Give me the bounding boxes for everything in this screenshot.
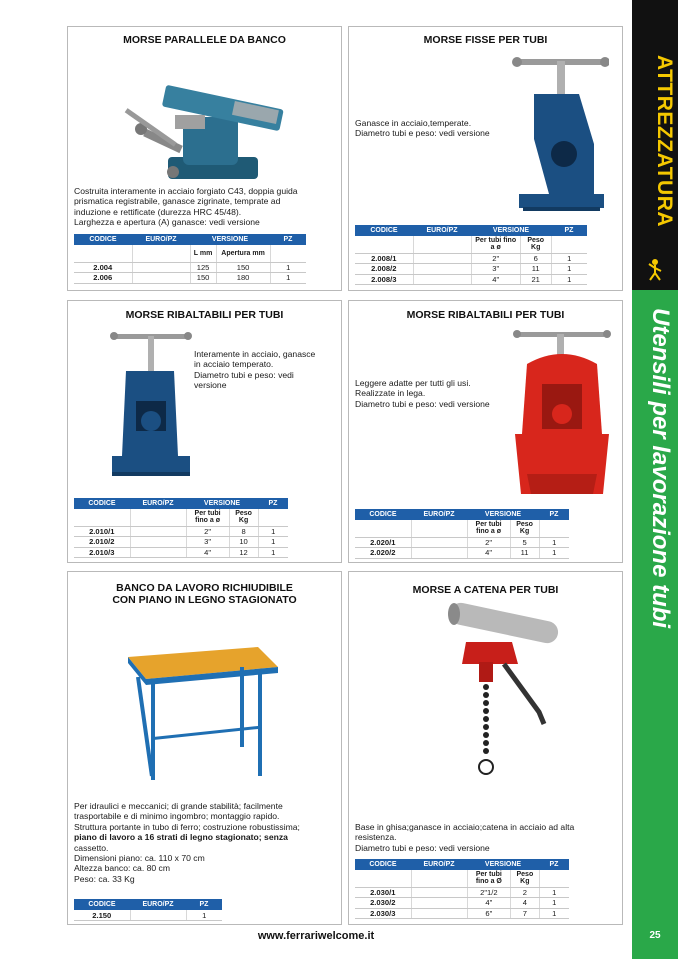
product-card-bench-vise bbox=[67, 26, 342, 291]
sub-header: Apertura mm bbox=[216, 245, 270, 262]
col-header: VERSIONE bbox=[471, 225, 551, 236]
desc-line: Ganasce in acciaio,temperate. bbox=[355, 118, 472, 128]
table-row: 2.008/2 3" 11 1 bbox=[355, 264, 587, 275]
desc-line: Diametro tubi e peso: vedi versione bbox=[355, 842, 490, 853]
worker-icon bbox=[644, 258, 666, 282]
col-header: PZ bbox=[539, 509, 569, 520]
product-title: MORSE RIBALTABILI PER TUBI bbox=[125, 309, 284, 321]
desc-line: Dimensioni piano: ca. 110 x 70 cm bbox=[74, 853, 205, 864]
col-header: PZ bbox=[551, 225, 587, 236]
col-header: VERSIONE bbox=[467, 509, 539, 520]
col-header: PZ bbox=[258, 498, 288, 509]
sub-header: Peso Kg bbox=[229, 509, 258, 526]
product-description bbox=[355, 822, 619, 853]
spec-table bbox=[74, 234, 306, 284]
col-header: CODICE bbox=[355, 859, 411, 870]
desc-line: trasportabile e di minimo ingombro; montaggio rapido. bbox=[74, 811, 280, 822]
col-header: VERSIONE bbox=[186, 498, 258, 509]
product-description bbox=[74, 186, 336, 228]
table-row: 2.030/3 6" 7 1 bbox=[355, 908, 569, 919]
desc-line: Diametro tubi e peso: vedi versione bbox=[355, 128, 490, 139]
sub-header: Per tubi fino a ø bbox=[186, 509, 229, 526]
table-row: 2.030/2 4" 4 1 bbox=[355, 898, 569, 909]
spec-table bbox=[355, 509, 569, 559]
sub-header: Per tubi fino a ø bbox=[471, 236, 520, 253]
product-description bbox=[74, 801, 336, 884]
table-row: 2.150 1 bbox=[74, 910, 222, 921]
col-header: PZ bbox=[539, 859, 569, 870]
desc-line: Interamente in acciaio, ganasce bbox=[194, 349, 316, 359]
desc-line: Realizzate in lega. bbox=[355, 388, 426, 399]
product-title: BANCO DA LAVORO RICHIUDIBILE bbox=[116, 582, 293, 594]
product-card-tilting-vise-steel bbox=[67, 300, 342, 563]
col-header: VERSIONE bbox=[190, 234, 270, 245]
category-label: Utensili per lavorazione tubi bbox=[647, 308, 674, 629]
desc-line: induzione e rettificate (durezza HRC 45/48). bbox=[74, 206, 242, 217]
table-row: 2.008/3 4" 21 1 bbox=[355, 274, 587, 285]
desc-line: Struttura portante in tubo di ferro; costruzione robustissima; bbox=[74, 821, 300, 832]
footer-url[interactable]: www.ferrariwelcome.it bbox=[257, 930, 375, 942]
product-title: MORSE A CATENA PER TUBI bbox=[412, 584, 559, 596]
desc-line: Leggere adatte per tutti gli usi. bbox=[355, 378, 471, 388]
table-row: 2.010/3 4" 12 1 bbox=[74, 547, 288, 558]
sub-header: L mm bbox=[190, 245, 216, 262]
desc-line: Altezza banco: ca. 80 cm bbox=[74, 863, 171, 874]
product-description bbox=[355, 378, 555, 409]
desc-line: Larghezza e apertura (A) ganasce: vedi versione bbox=[74, 217, 260, 228]
table-row: 2.020/1 2" 5 1 bbox=[355, 537, 569, 548]
table-row: 2.006 150 180 1 bbox=[74, 273, 306, 284]
desc-line: piano di lavoro a 16 strati di legno stagionato; senza bbox=[74, 832, 288, 843]
spec-table bbox=[355, 225, 587, 285]
product-description bbox=[194, 349, 342, 391]
desc-line: versione bbox=[194, 380, 227, 391]
col-header: CODICE bbox=[74, 234, 132, 245]
workbench-image bbox=[118, 637, 283, 787]
desc-line: prismatica registrabile, ganasce zigrinate, temprate ad bbox=[74, 196, 281, 207]
desc-line: Diametro tubi e peso: vedi bbox=[194, 369, 294, 380]
desc-line: Diametro tubi e peso: vedi versione bbox=[355, 398, 490, 409]
table-row: 2.004 125 150 1 bbox=[74, 262, 306, 273]
col-header: CODICE bbox=[74, 899, 130, 910]
desc-line: Per idraulici e meccanici; di grande stabilità; facilmente bbox=[74, 801, 283, 811]
desc-line: Costruita interamente in acciaio forgiato C43, doppia guida bbox=[74, 186, 298, 196]
table-row: 2.030/1 2"1/2 2 1 bbox=[355, 887, 569, 898]
col-header: EURO/PZ bbox=[132, 234, 190, 245]
fixed-pipe-vise-image bbox=[509, 49, 609, 229]
tilting-pipe-vise-image bbox=[108, 326, 193, 491]
product-title: MORSE PARALLELE DA BANCO bbox=[123, 34, 286, 46]
product-card-tilting-vise-alloy bbox=[348, 300, 623, 563]
table-row: 2.010/1 2" 8 1 bbox=[74, 526, 288, 537]
spec-table bbox=[74, 899, 222, 921]
col-header: EURO/PZ bbox=[130, 899, 186, 910]
sub-header: Peso Kg bbox=[510, 520, 539, 537]
product-subtitle: CON PIANO IN LEGNO STAGIONATO bbox=[112, 594, 297, 606]
table-row: 2.008/1 2" 6 1 bbox=[355, 253, 587, 264]
desc-line: cassetto. bbox=[74, 842, 109, 853]
page-number: 25 bbox=[649, 930, 661, 941]
product-title: MORSE RIBALTABILI PER TUBI bbox=[406, 309, 565, 321]
col-header: PZ bbox=[270, 234, 306, 245]
spec-table bbox=[74, 498, 288, 558]
table-row: 2.010/2 3" 10 1 bbox=[74, 537, 288, 548]
col-header: CODICE bbox=[355, 225, 413, 236]
sub-header: Peso Kg bbox=[511, 870, 539, 887]
sub-header: Per tubi fino a ø bbox=[467, 520, 510, 537]
red-tilting-pipe-vise-image bbox=[507, 324, 617, 504]
desc-line: resistenza. bbox=[355, 832, 397, 843]
product-card-chain-vise bbox=[348, 571, 623, 925]
chain-pipe-vise-image bbox=[444, 602, 564, 792]
table-row: 2.020/2 4" 11 1 bbox=[355, 548, 569, 559]
side-band-dark bbox=[632, 0, 678, 290]
sub-header: Per tubi fino a Ø bbox=[467, 870, 511, 887]
desc-line: Base in ghisa;ganasce in acciaio;catena in acciaio ad alta bbox=[355, 822, 575, 832]
desc-line: Peso: ca. 33 Kg bbox=[74, 873, 135, 884]
section-label: ATTREZZATURA bbox=[653, 55, 676, 228]
col-header: EURO/PZ bbox=[411, 859, 467, 870]
col-header: VERSIONE bbox=[467, 859, 539, 870]
product-title: MORSE FISSE PER TUBI bbox=[423, 34, 548, 46]
col-header: EURO/PZ bbox=[130, 498, 186, 509]
col-header: EURO/PZ bbox=[411, 509, 467, 520]
col-header: EURO/PZ bbox=[413, 225, 471, 236]
col-header: PZ bbox=[186, 899, 222, 910]
desc-line: in acciaio temperato. bbox=[194, 359, 274, 370]
sub-header: Peso Kg bbox=[520, 236, 551, 253]
side-band-green bbox=[632, 290, 678, 959]
col-header: CODICE bbox=[355, 509, 411, 520]
col-header: CODICE bbox=[74, 498, 130, 509]
product-description bbox=[355, 118, 555, 139]
spec-table bbox=[355, 859, 569, 919]
product-card-fixed-pipe-vise bbox=[348, 26, 623, 291]
product-card-workbench bbox=[67, 571, 342, 925]
